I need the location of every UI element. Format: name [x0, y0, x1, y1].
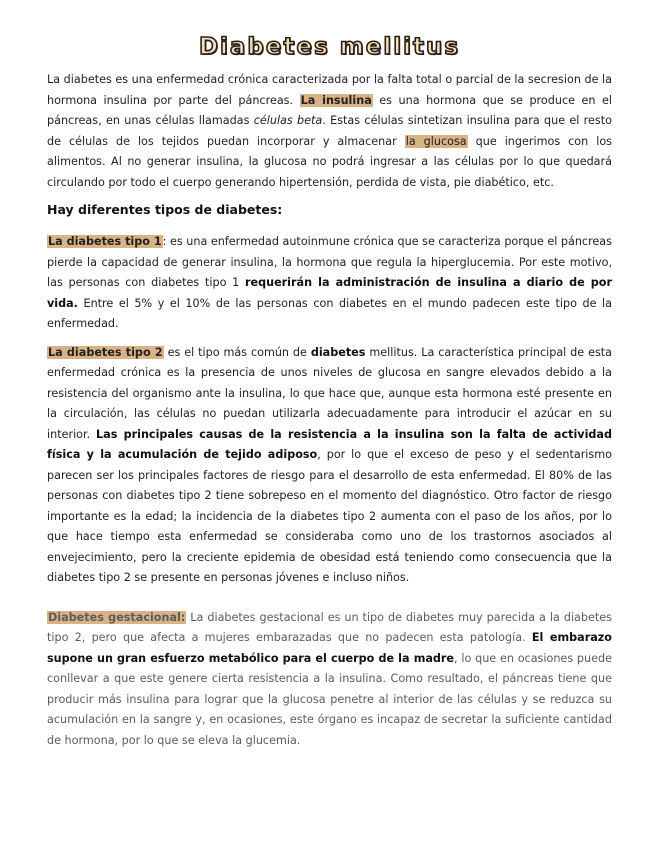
type2-bold-2: Las principales causas de la resistencia a la insulina son la falta de actividad física y la acumulación de tejido adiposo: [47, 427, 612, 461]
gestational-bold-1: El embarazo supone un gran esfuerzo metabólico para el cuerpo de la madre: [47, 631, 612, 665]
emphasis-celulas-beta: células beta: [253, 114, 323, 127]
type1-bold-1: requerirán la administración de insulina a diario de por vida.: [47, 276, 612, 310]
gestational-text-1: La diabetes gestacional es un tipo de diabetes muy parecida a la diabetes tipo 2, pero que afecta a mujeres embarazadas que no padecen esta patología.: [47, 610, 612, 644]
types-heading: Hay diferentes tipos de diabetes:: [47, 202, 283, 217]
type2-label: La diabetes tipo 2: [48, 345, 163, 359]
document-page: [47, 34, 612, 751]
intro-text-1: La diabetes es una enfermedad crónica caracterizada por la falta total o parcial de la secresion de la hormona insulina por parte del páncreas.: [47, 73, 612, 107]
intro-text-2: es una hormona que se produce en el páncreas, en unas células llamadas: [47, 93, 612, 127]
type2-text-1: es el tipo más común de: [167, 345, 307, 359]
highlight-glucosa: la glucosa: [405, 134, 467, 148]
gestational-paragraph: [47, 608, 612, 752]
intro-text-3: . Estas células sintetizan insulina para que el resto de células de los tejidos puedan incorporar y almacenar: [47, 114, 612, 148]
type2-bold-1: diabetes: [310, 345, 366, 359]
page-title: Diabetes mellitus: [198, 34, 461, 60]
type2-text-2: mellitus. La característica principal de esta enfermedad crónica es la presencia de unos niveles de glucosa en sangre elevados debido a la resistencia del organismo ante la insulina, lo que hace que, aunque esta hormona esté presente en la circulación, las células no puedan utilizarla adecuadamente para introducir el azúcar en su interior.: [47, 345, 613, 441]
gestational-label: Diabetes gestacional:: [48, 610, 186, 624]
type1-label: La diabetes tipo 1: [48, 235, 162, 248]
type2-text-3: , por lo que el exceso de peso y el sedentarismo parecen ser los principales factores de riesgo para el desarrollo de esta enfermedad. El 80% de las personas con diabetes tipo 2 tiene sobrepeso en el momento del diagnóstico. Otro factor de riesgo importante es la edad; la incidencia de la diabetes tipo 2 aumenta con el paso de los años, por lo que hace tiempo esta enfermedad se consideraba como uno de los trastornos asociados al envejecimiento, pero la creciente epidemia de obesidad está teniendo como consecuencia que la diabetes tipo 2 se presente en personas jóvenes e incluso niños.: [47, 448, 612, 584]
type2-paragraph: [47, 343, 612, 589]
type1-text-2: Entre el 5% y el 10% de las personas con diabetes en el mundo padecen este tipo de la enfermedad.: [47, 296, 612, 330]
type1-paragraph: [47, 232, 612, 335]
intro-paragraph: [47, 70, 612, 193]
type1-text-1: : es una enfermedad autoinmune crónica que se caracteriza porque el páncreas pierde la capacidad de generar insulina, la hormona que regula la hiperglucemia. Por este motivo, las personas con diabetes tipo 1: [47, 235, 612, 289]
intro-text-4: que ingerimos con los alimentos. Al no generar insulina, la glucosa no podrá ingresar a las células por lo que quedará circulando por todo el cuerpo generando hipertensión, perdida de vista, pie diabético, etc.: [47, 134, 612, 189]
gestational-text-2: , lo que en ocasiones puede conllevar a que este genere cierta resistencia a la insulina. Como resultado, el páncreas tiene que producir más insulina para lograr que la glucosa penetre al interior de las células y se reduzca su acumulación en la sangre y, en ocasiones, este órgano es incapaz de secretar la suficiente cantidad de hormona, por lo que se eleva la glucemia.: [47, 651, 612, 747]
highlight-insulina: La insulina: [300, 93, 372, 107]
